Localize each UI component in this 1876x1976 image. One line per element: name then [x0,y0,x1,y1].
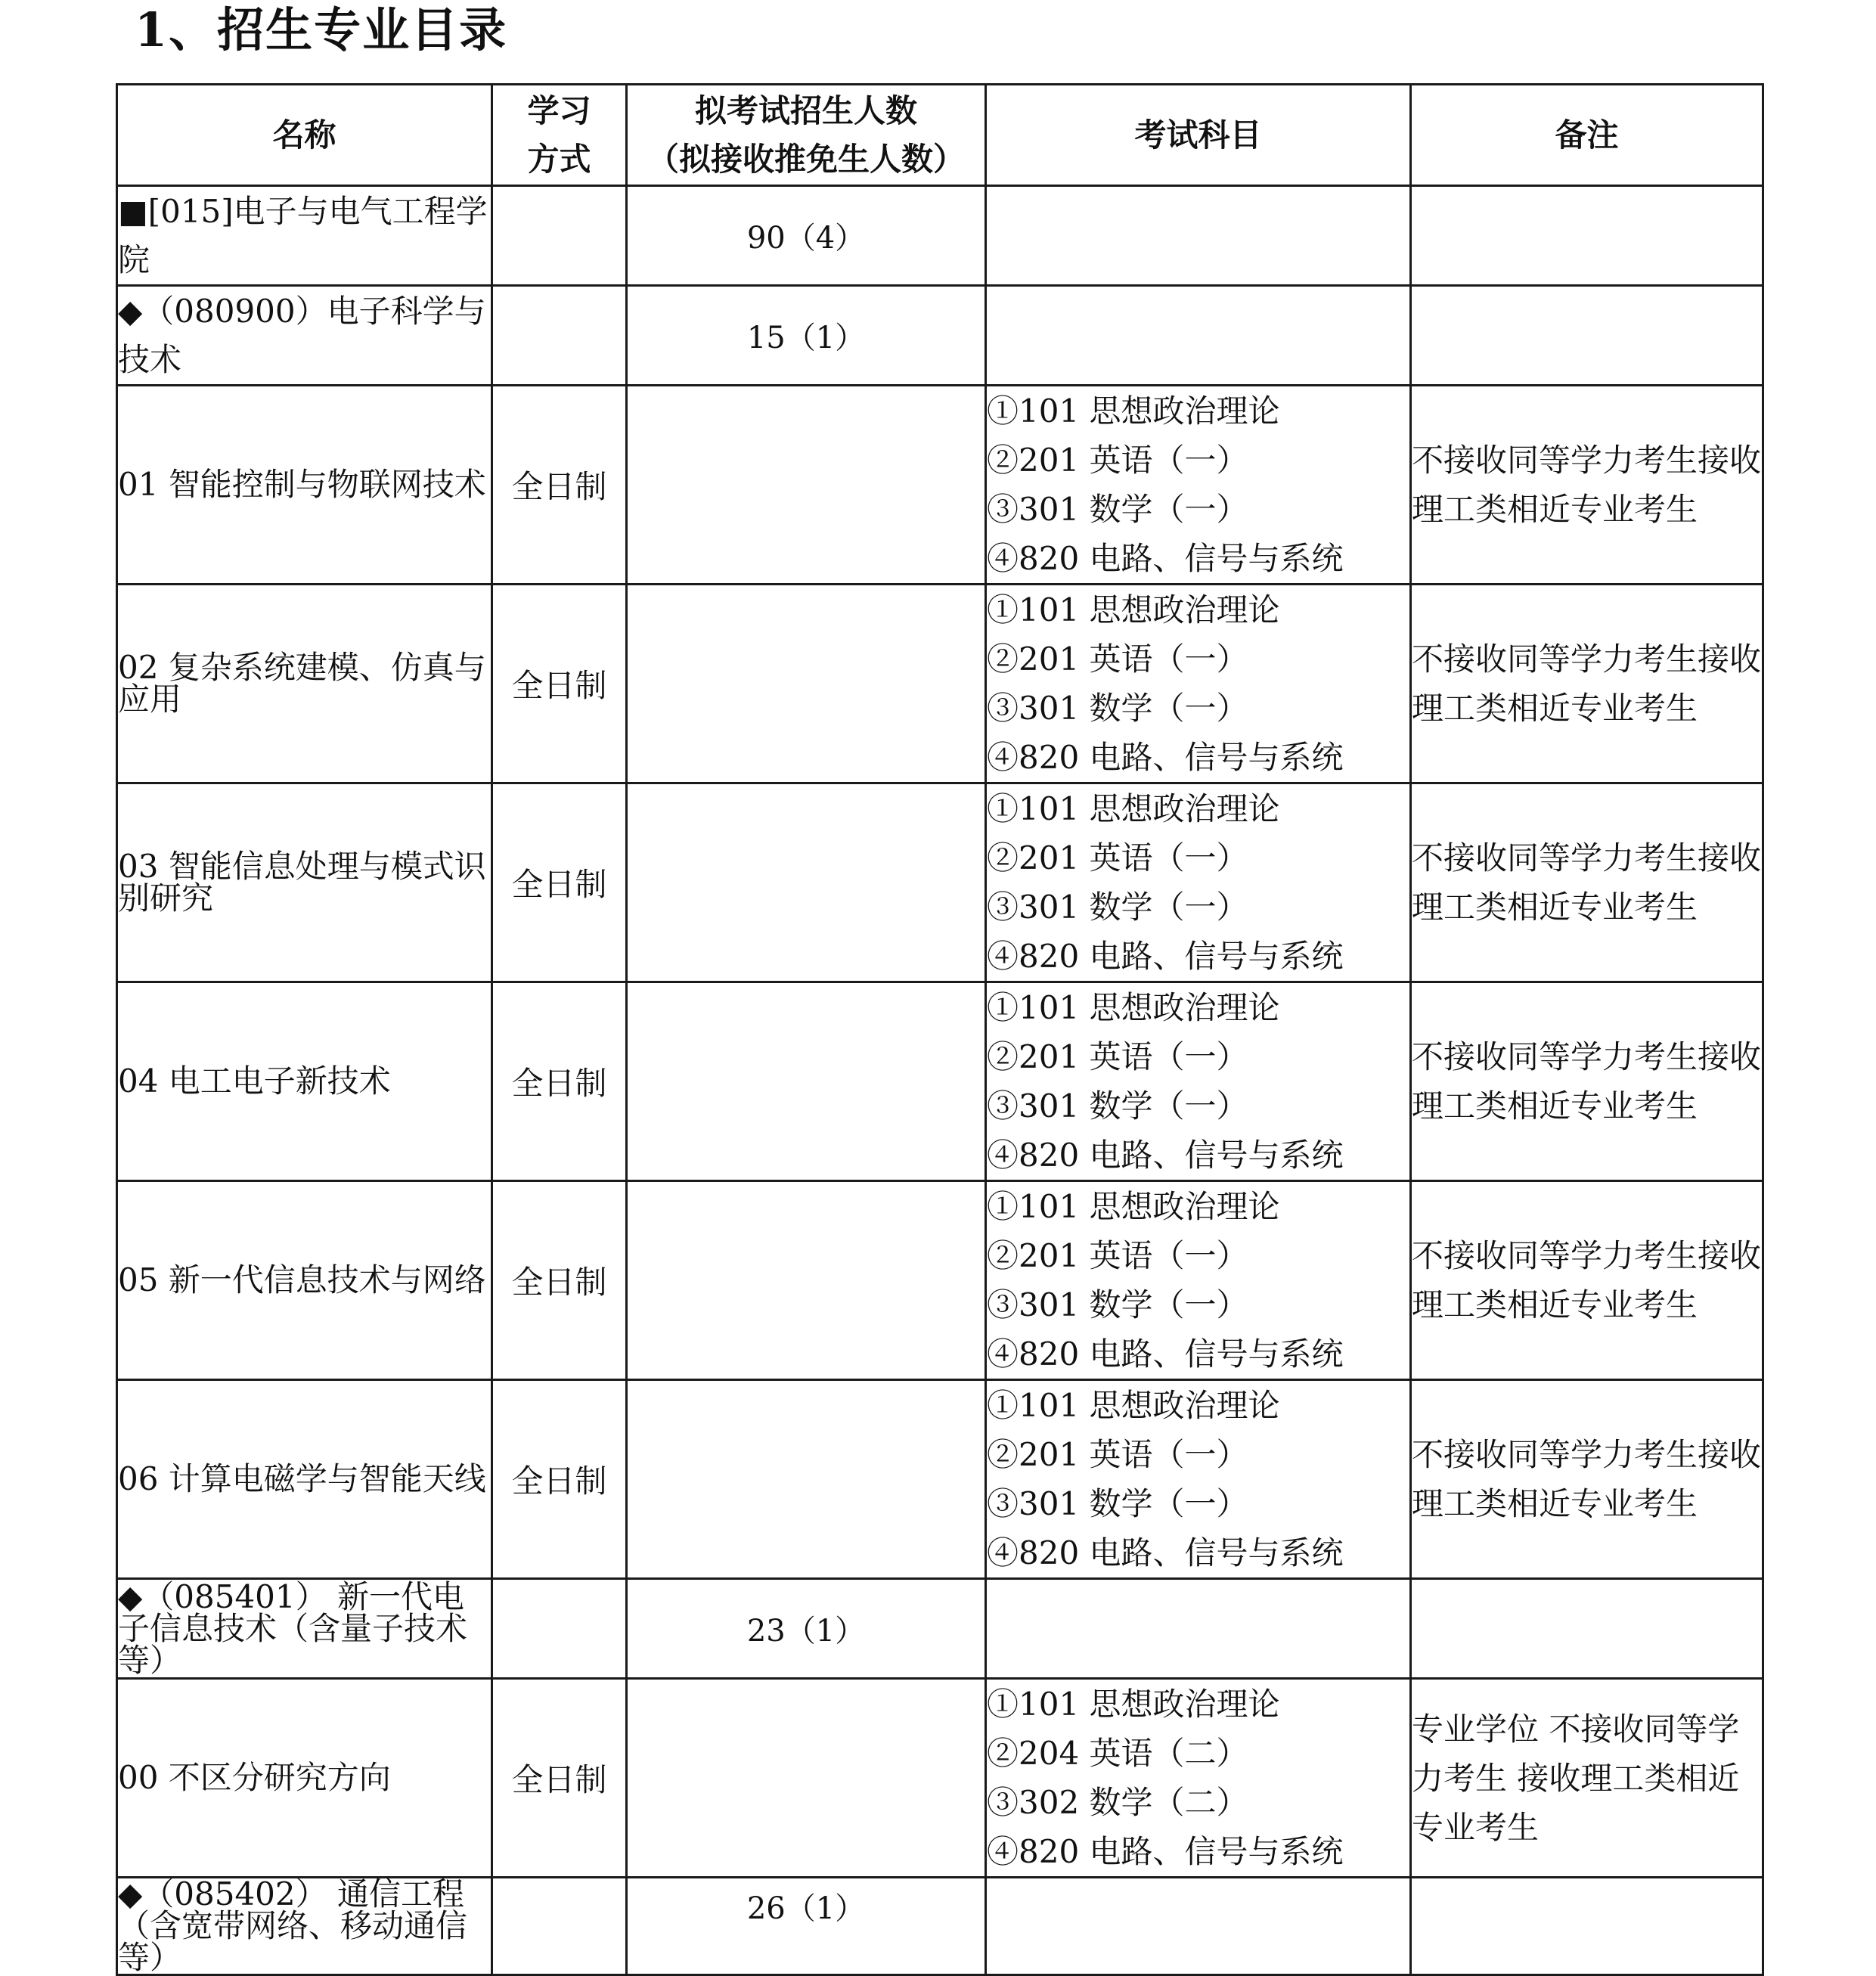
row-remark [1411,1579,1763,1679]
row-enrollment-count: 23（1） [627,1579,986,1679]
subject-item: ①101 思想政治理论 [987,392,1280,430]
subject-item: ②201 英语（一） [987,1237,1248,1274]
row-study-mode: 全日制 [492,1380,627,1579]
row-enrollment-count [627,585,986,783]
subject-item: ③301 数学（一） [987,1087,1248,1124]
subject-item: ①101 思想政治理论 [987,1188,1280,1225]
subject-item: ②201 英语（一） [987,1038,1248,1075]
row-enrollment-count [627,1679,986,1878]
subject-item: ④820 电路、信号与系统 [987,1534,1344,1571]
row-name: 02 复杂系统建模、仿真与应用 [117,585,492,783]
subject-item: ③301 数学（一） [987,1286,1248,1323]
page-title: 1、招生专业目录 [135,2,508,57]
row-exam-subjects [986,1679,1411,1878]
row-enrollment-count [627,1380,986,1579]
row-name: 04 电工电子新技术 [117,982,492,1181]
subject-item: ④820 电路、信号与系统 [987,540,1344,577]
header-study-mode: 学习 方式 [492,85,627,186]
enrollment-catalog-table [116,83,1764,1976]
row-study-mode [492,1579,627,1679]
subject-item: ②201 英语（一） [987,1436,1248,1473]
row-name: 01 智能控制与物联网技术 [117,386,492,585]
row-exam-subjects [986,585,1411,783]
row-remark: 不接收同等学力考生接收理工类相近专业考生 [1411,386,1763,585]
subject-item: ②204 英语（二） [987,1735,1248,1772]
row-exam-subjects [986,1380,1411,1579]
subject-item: ①101 思想政治理论 [987,790,1280,827]
subject-item: ④820 电路、信号与系统 [987,739,1344,776]
row-enrollment-count [627,386,986,585]
subject-item: ④820 电路、信号与系统 [987,938,1344,975]
row-study-mode: 全日制 [492,982,627,1181]
subject-item: ③302 数学（二） [987,1784,1248,1821]
row-study-mode [492,186,627,286]
subject-item: ④820 电路、信号与系统 [987,1833,1344,1870]
subject-item: ②201 英语（一） [987,641,1248,678]
row-name: ◆（085401） 新一代电子信息技术（含量子技术等） [117,1579,492,1679]
subject-item: ③301 数学（一） [987,690,1248,727]
row-study-mode: 全日制 [492,386,627,585]
table-row [117,186,1763,286]
subject-item: ③301 数学（一） [987,1485,1248,1522]
row-name: 03 智能信息处理与模式识别研究 [117,783,492,982]
table-row [117,1579,1763,1679]
row-remark [1411,186,1763,286]
table-header-row [117,85,1763,186]
row-exam-subjects [986,286,1411,386]
row-remark [1411,1878,1763,1975]
row-name: ◆（080900）电子科学与技术 [117,286,492,386]
table-row [117,1679,1763,1878]
header-remarks: 备注 [1411,85,1763,186]
row-enrollment-count [627,982,986,1181]
row-remark [1411,286,1763,386]
table-row [117,386,1763,585]
row-enrollment-count: 15（1） [627,286,986,386]
subject-item: ①101 思想政治理论 [987,1686,1280,1723]
row-enrollment-count [627,1181,986,1380]
row-name: ■[015]电子与电气工程学院 [117,186,492,286]
subject-item: ①101 思想政治理论 [987,1387,1280,1424]
subject-item: ①101 思想政治理论 [987,591,1280,628]
row-enrollment-count: 26（1） [627,1878,986,1975]
subject-item: ③301 数学（一） [987,491,1248,528]
row-remark: 不接收同等学力考生接收理工类相近专业考生 [1411,1181,1763,1380]
row-name: 06 计算电磁学与智能天线 [117,1380,492,1579]
header-enrollment-count: 拟考试招生人数 （拟接收推免生人数） [627,85,986,186]
subject-item: ②201 英语（一） [987,442,1248,479]
table-row [117,1878,1763,1975]
row-enrollment-count [627,783,986,982]
row-study-mode: 全日制 [492,783,627,982]
table-row [117,1181,1763,1380]
subject-item: ①101 思想政治理论 [987,989,1280,1026]
row-exam-subjects [986,783,1411,982]
table-row [117,982,1763,1181]
table-row [117,783,1763,982]
row-exam-subjects [986,1878,1411,1975]
table-row [117,286,1763,386]
row-exam-subjects [986,982,1411,1181]
subject-item: ④820 电路、信号与系统 [987,1137,1344,1174]
row-remark: 不接收同等学力考生接收理工类相近专业考生 [1411,585,1763,783]
row-study-mode: 全日制 [492,585,627,783]
row-name: 00 不区分研究方向 [117,1679,492,1878]
row-study-mode: 全日制 [492,1679,627,1878]
subject-item: ③301 数学（一） [987,889,1248,926]
row-remark: 不接收同等学力考生接收理工类相近专业考生 [1411,982,1763,1181]
row-remark: 不接收同等学力考生接收理工类相近专业考生 [1411,1380,1763,1579]
row-exam-subjects [986,1579,1411,1679]
header-name: 名称 [117,85,492,186]
row-name: ◆（085402） 通信工程（含宽带网络、移动通信等） [117,1878,492,1975]
row-exam-subjects [986,186,1411,286]
subject-item: ②201 英语（一） [987,839,1248,876]
table-row [117,1380,1763,1579]
subject-item: ④820 电路、信号与系统 [987,1335,1344,1373]
row-study-mode [492,286,627,386]
row-enrollment-count: 90（4） [627,186,986,286]
row-study-mode: 全日制 [492,1181,627,1380]
table-row [117,585,1763,783]
row-exam-subjects [986,386,1411,585]
header-exam-subjects: 考试科目 [986,85,1411,186]
row-name: 05 新一代信息技术与网络 [117,1181,492,1380]
row-study-mode [492,1878,627,1975]
row-remark: 专业学位 不接收同等学力考生 接收理工类相近专业考生 [1411,1679,1763,1878]
row-remark: 不接收同等学力考生接收理工类相近专业考生 [1411,783,1763,982]
row-exam-subjects [986,1181,1411,1380]
